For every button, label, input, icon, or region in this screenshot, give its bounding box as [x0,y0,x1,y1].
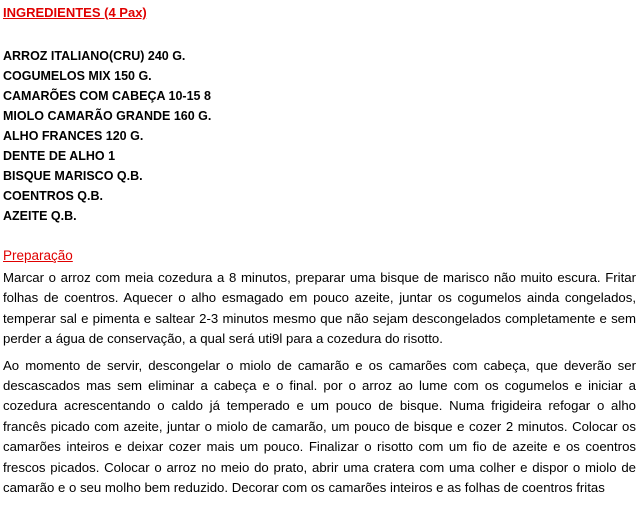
ingredient-item: DENTE DE ALHO 1 [3,149,116,163]
ingredient-item: COENTROS Q.B. [3,189,104,203]
preparation-paragraph-1: Marcar o arroz com meia cozedura a 8 minutos, preparar uma bisque de marisco não muito escura. Fritar folhas de coentros. Aquecer o alho esmagado em pouco azeite, juntar os cogumelos ainda congelados, temperar sal e pimenta e saltear 2-3 minutos mesmo que não sejam descongelados completamente e sem perder a água de conservação, a qual será uti9l para a cozedura do risotto. [3,270,636,347]
preparation-paragraph-2: Ao momento de servir, descongelar o miolo de camarão e os camarões com cabeça, que deverão ser descascados mas sem eliminar a cabeça e o final. por o arroz ao lume com os cogumelos e iniciar a cozedura acrescentando o caldo já temperado e um pouco de bisque. Numa frigideira refogar o alho francês picado com azeite, juntar o miolo de camarão, um pouco de bisque e cozer 2 minutos. Colocar os camarões inteiros e deixar cozer mais um pouco. Finalizar o risotto com um fio de azeite e os coentros frescos picados. Colocar o arroz no meio do prato, abrir uma cratera com uma colher e dispor o miolo de camarão e o seu molho bem reduzido. Decorar com os camarões inteiros e as folhas de coentros fritas [3,357,636,496]
ingredients-heading: INGREDIENTES (4 Pax) [3,5,147,20]
ingredient-item: BISQUE MARISCO Q.B. [3,169,143,183]
preparation-heading: Preparação [3,248,73,263]
ingredient-item: ALHO FRANCES 120 G. [3,129,144,143]
ingredient-item: AZEITE Q.B. [3,209,77,223]
ingredient-item: ARROZ ITALIANO(CRU) 240 G. [3,49,186,63]
ingredient-item: MIOLO CAMARÃO GRANDE 160 G. [3,109,212,123]
ingredients-list [3,46,636,226]
ingredient-item: COGUMELOS MIX 150 G. [3,69,152,83]
ingredient-item: CAMARÕES COM CABEÇA 10-15 8 [3,89,211,103]
